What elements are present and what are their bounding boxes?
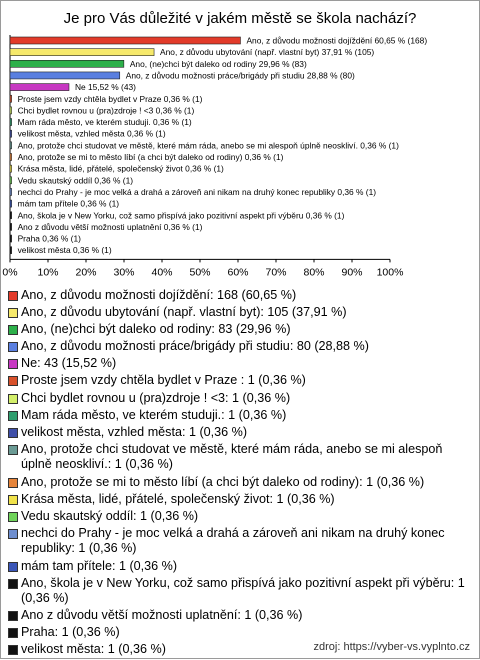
legend-swatch-15 bbox=[8, 579, 18, 589]
legend-label-15: Ano, škola je v New Yorku, což samo přispívá jako pozitivní aspekt při výběru: 1 (0,36 %) bbox=[21, 576, 465, 606]
legend-item-11 bbox=[8, 492, 474, 508]
bar-7 bbox=[10, 119, 12, 126]
legend-item-3 bbox=[8, 339, 474, 355]
legend-swatch-14 bbox=[8, 562, 18, 572]
legend-item-8 bbox=[8, 425, 474, 441]
bar-label-15: Ano, škola je v New Yorku, což samo přispívá jako pozitivní aspekt při výběru 0,36 % (1) bbox=[18, 210, 345, 220]
bar-2 bbox=[10, 60, 124, 67]
legend-swatch-3 bbox=[8, 342, 18, 352]
legend-item-2 bbox=[8, 322, 474, 338]
legend-swatch-5 bbox=[8, 376, 18, 386]
legend-item-9 bbox=[8, 442, 474, 473]
bar-11 bbox=[10, 165, 12, 172]
bar-label-8: velikost města, vzhled města 0,36 % (1) bbox=[18, 129, 166, 139]
x-tick-label-7: 70% bbox=[265, 266, 286, 278]
bar-label-1: Ano, z důvodu ubytování (např. vlastní byt) 37,91 % (105) bbox=[160, 47, 374, 57]
legend-item-13 bbox=[8, 526, 474, 557]
legend-label-18: velikost města: 1 (0,36 %) bbox=[21, 642, 166, 656]
legend-label-12: Vedu skautský oddíl: 1 (0,36 %) bbox=[21, 509, 198, 523]
bar-label-17: Praha 0,36 % (1) bbox=[18, 234, 82, 244]
bar-label-9: Ano, protože chci studovat ve městě, které mám ráda, anebo se mi alespoň úplně neoskliví. 0,36 % (1) bbox=[18, 140, 399, 150]
bar-18 bbox=[10, 247, 12, 254]
source-credit: zdroj: https://vyber-vs.vyplnto.cz bbox=[314, 641, 471, 653]
legend-swatch-9 bbox=[8, 445, 18, 455]
legend-item-10 bbox=[8, 475, 474, 491]
legend-item-15 bbox=[8, 576, 474, 607]
legend-label-7: Mam ráda město, ve kterém studuji.: 1 (0,36 %) bbox=[21, 408, 286, 422]
bar-10 bbox=[10, 154, 12, 161]
bar-5 bbox=[10, 95, 12, 102]
legend-swatch-6 bbox=[8, 394, 18, 404]
bar-12 bbox=[10, 177, 12, 184]
bar-plot bbox=[0, 0, 480, 285]
x-tick-label-0: 0% bbox=[2, 266, 17, 278]
x-tick-label-5: 50% bbox=[189, 266, 210, 278]
x-tick-label-2: 20% bbox=[75, 266, 96, 278]
bar-label-18: velikost města 0,36 % (1) bbox=[18, 245, 112, 255]
bar-label-5: Proste jsem vzdy chtěla bydlet v Praze 0,36 % (1) bbox=[18, 94, 203, 104]
legend-label-6: Chci bydlet rovnou u (pra)zdroje ! <3: 1 (0,36 %) bbox=[21, 391, 290, 405]
legend-label-10: Ano, protože se mi to město líbí (a chci být daleko od rodiny): 1 (0,36 %) bbox=[21, 475, 424, 489]
legend-swatch-11 bbox=[8, 495, 18, 505]
legend-label-1: Ano, z důvodu ubytování (např. vlastní byt): 105 (37,91 %) bbox=[21, 305, 347, 319]
bar-1 bbox=[10, 49, 154, 56]
legend-swatch-8 bbox=[8, 428, 18, 438]
legend-swatch-2 bbox=[8, 325, 18, 335]
bar-label-4: Ne 15,52 % (43) bbox=[75, 82, 136, 92]
legend-swatch-4 bbox=[8, 359, 18, 369]
x-tick-label-8: 80% bbox=[303, 266, 324, 278]
bar-15 bbox=[10, 212, 12, 219]
x-tick-label-6: 60% bbox=[227, 266, 248, 278]
legend-label-11: Krása města, lidé, přátelé, společenský život: 1 (0,36 %) bbox=[21, 492, 335, 506]
legend-item-4 bbox=[8, 356, 474, 372]
legend-label-8: velikost města, vzhled města: 1 (0,36 %) bbox=[21, 425, 247, 439]
legend-label-13: nechci do Prahy - je moc velká a drahá a zároveň ani nikam na druhý konec republiky: 1 (0,36 %) bbox=[21, 526, 445, 556]
chart-title: Je pro Vás důležité v jakém městě se škola nachází? bbox=[0, 10, 480, 27]
bar-label-0: Ano, z důvodu možnosti dojíždění 60,65 % (168) bbox=[246, 36, 427, 46]
legend-label-17: Praha: 1 (0,36 %) bbox=[21, 625, 120, 639]
bar-9 bbox=[10, 142, 12, 149]
legend-swatch-13 bbox=[8, 529, 18, 539]
bar-label-2: Ano, (ne)chci být daleko od rodiny 29,96 % (83) bbox=[130, 59, 307, 69]
bar-14 bbox=[10, 200, 12, 207]
bar-8 bbox=[10, 130, 12, 137]
legend-item-7 bbox=[8, 408, 474, 424]
bar-3 bbox=[10, 72, 120, 79]
x-tick-label-4: 40% bbox=[151, 266, 172, 278]
legend-item-16 bbox=[8, 608, 474, 624]
bar-16 bbox=[10, 223, 12, 230]
legend-swatch-0 bbox=[8, 291, 18, 301]
bar-label-14: mám tam přítele 0,36 % (1) bbox=[18, 199, 120, 209]
legend-label-16: Ano z důvodu větší možnosti uplatnění: 1 (0,36 %) bbox=[21, 608, 302, 622]
legend bbox=[8, 288, 474, 660]
x-tick-label-3: 30% bbox=[113, 266, 134, 278]
x-tick-label-9: 90% bbox=[341, 266, 362, 278]
bar-13 bbox=[10, 188, 12, 195]
legend-swatch-10 bbox=[8, 478, 18, 488]
legend-item-12 bbox=[8, 509, 474, 525]
legend-item-17 bbox=[8, 625, 474, 641]
legend-swatch-16 bbox=[8, 611, 18, 621]
bar-0 bbox=[10, 37, 240, 44]
bar-label-7: Mam ráda město, ve kterém studuji. 0,36 % (1) bbox=[18, 117, 192, 127]
bar-label-16: Ano z důvodu větší možnosti uplatnění 0,36 % (1) bbox=[18, 222, 203, 232]
legend-swatch-18 bbox=[8, 645, 18, 655]
legend-swatch-12 bbox=[8, 512, 18, 522]
bar-4 bbox=[10, 84, 69, 91]
bar-label-11: Krása města, lidé, přátelé, společenský život 0,36 % (1) bbox=[18, 164, 224, 174]
legend-label-4: Ne: 43 (15,52 %) bbox=[21, 356, 116, 370]
bar-label-3: Ano, z důvodu možnosti práce/brigády při studiu 28,88 % (80) bbox=[126, 70, 355, 80]
legend-label-5: Proste jsem vzdy chtěla bydlet v Praze : 1 (0,36 %) bbox=[21, 373, 306, 387]
bar-label-13: nechci do Prahy - je moc velká a drahá a zároveň ani nikam na druhý konec republiky 0,36 % (1) bbox=[18, 187, 377, 197]
legend-item-0 bbox=[8, 288, 474, 304]
bar-label-6: Chci bydlet rovnou u (pra)zdroje ! <3 0,36 % (1) bbox=[18, 105, 195, 115]
legend-label-3: Ano, z důvodu možnosti práce/brigády při studiu: 80 (28,88 %) bbox=[21, 339, 369, 353]
legend-item-1 bbox=[8, 305, 474, 321]
bar-label-12: Vedu skautský oddíl 0,36 % (1) bbox=[18, 175, 134, 185]
bar-label-10: Ano, protože se mi to město líbí (a chci být daleko od rodiny) 0,36 % (1) bbox=[18, 152, 284, 162]
x-tick-label-1: 10% bbox=[37, 266, 58, 278]
legend-swatch-1 bbox=[8, 308, 18, 318]
legend-label-14: mám tam přítele: 1 (0,36 %) bbox=[21, 559, 177, 573]
bar-6 bbox=[10, 107, 12, 114]
legend-swatch-17 bbox=[8, 628, 18, 638]
legend-label-0: Ano, z důvodu možnosti dojíždění: 168 (60,65 %) bbox=[21, 288, 296, 302]
x-tick-label-10: 100% bbox=[377, 266, 404, 278]
bar-17 bbox=[10, 235, 12, 242]
legend-swatch-7 bbox=[8, 411, 18, 421]
legend-item-6 bbox=[8, 391, 474, 407]
legend-item-14 bbox=[8, 559, 474, 575]
legend-label-9: Ano, protože chci studovat ve městě, které mám ráda, anebo se mi alespoň úplně neoskliví.: 1 (0,36 %) bbox=[21, 442, 442, 472]
legend-label-2: Ano, (ne)chci být daleko od rodiny: 83 (29,96 %) bbox=[21, 322, 291, 336]
legend-item-5 bbox=[8, 373, 474, 389]
